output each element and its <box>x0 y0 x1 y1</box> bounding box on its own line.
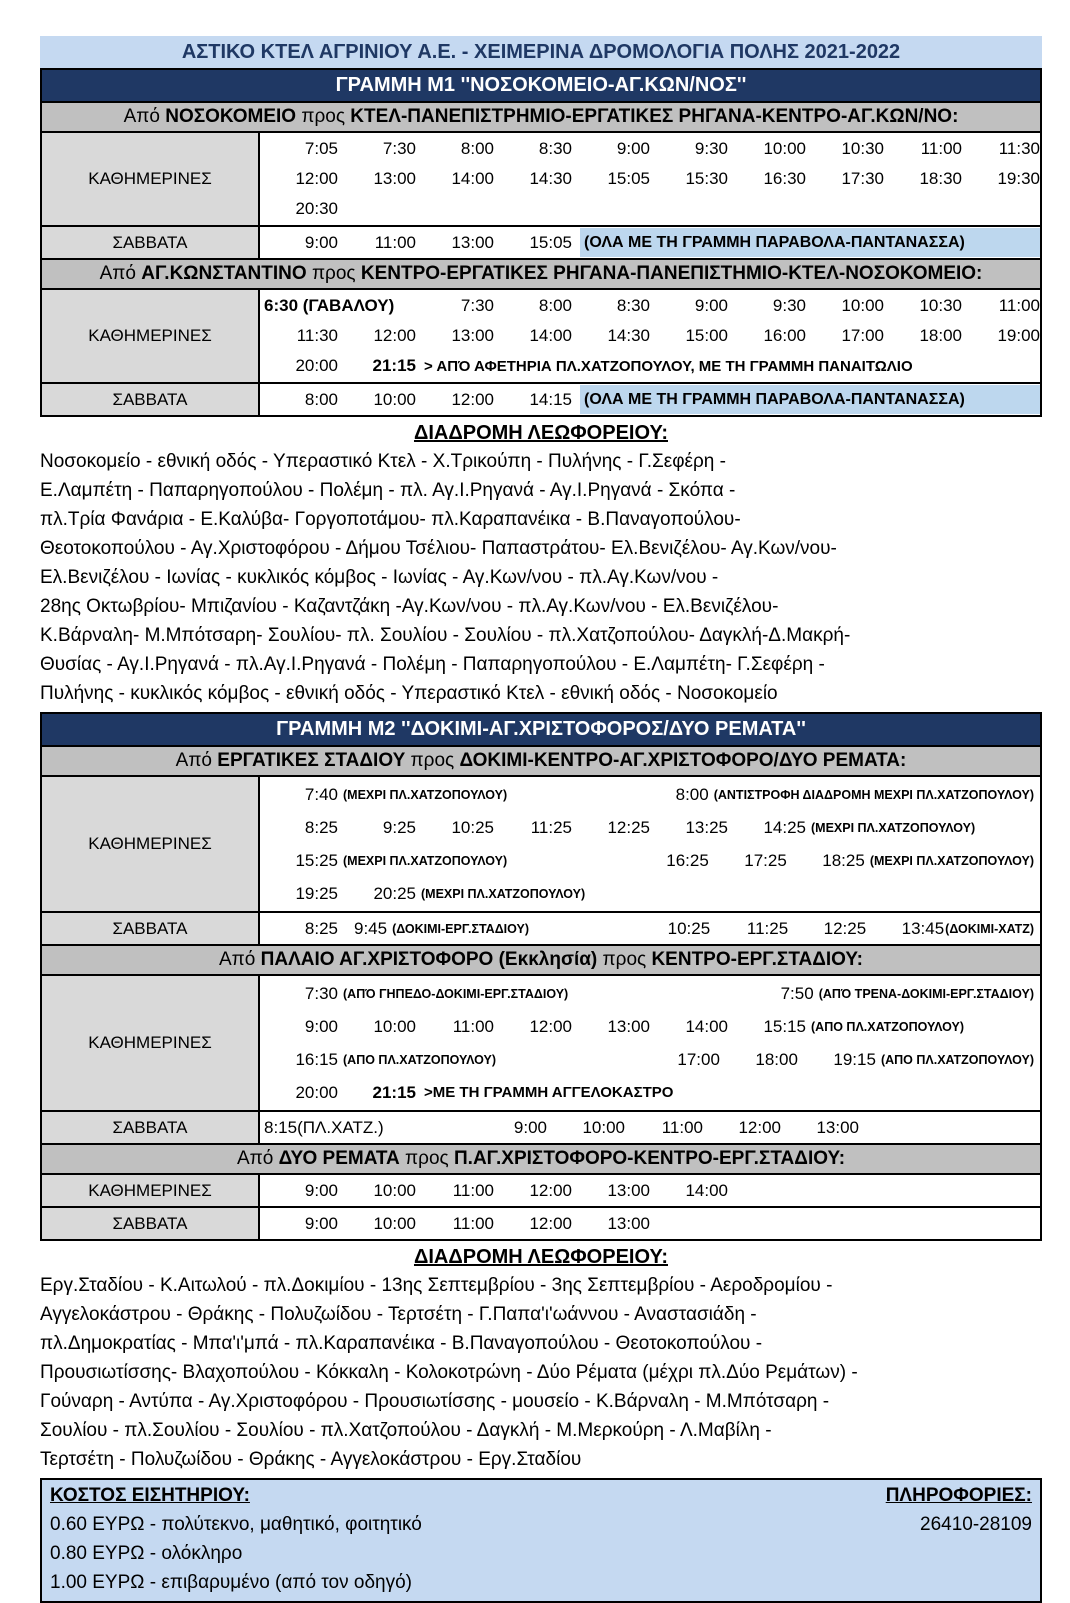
time-cell: 8:30 <box>538 139 572 158</box>
time-cell: 11:25 <box>746 918 789 938</box>
time-cell: 9:00 <box>513 1117 547 1137</box>
cost-item: 0.60 ΕΥΡΩ - πολύτεκνο, μαθητικό, φοιτητικό <box>50 1514 422 1535</box>
time-cell: 10:30 <box>841 139 884 158</box>
time-cell: 11:00 <box>452 1213 494 1233</box>
direction-header-text: Από <box>175 750 218 771</box>
time-cell: 15:25 <box>295 850 338 870</box>
route-line: Θυσίας - Αγ.Ι.Ρηγανά - πλ.Αγ.Ι.Ρηγανά - Πολέμη - Παπαρηγοπούλου - Ε.Λαμπέτη- Γ.Σεφέρη - <box>40 654 825 675</box>
line-table <box>40 712 1042 1241</box>
time-cell-bold: 21:15 <box>372 1082 416 1102</box>
time-cell: 12:00 <box>295 169 338 188</box>
day-label: ΣΑΒΒΑΤΑ <box>42 1208 260 1239</box>
time-note: (ΜΕΧΡΙ ΠΛ.ΧΑΤΖΟΠΟΥΛΟΥ) <box>869 853 1034 868</box>
time-cell: 12:00 <box>738 1117 781 1137</box>
times-area <box>260 1208 1040 1239</box>
schedule-row <box>42 227 1040 260</box>
time-cell: 11:00 <box>920 139 962 158</box>
times-area <box>260 1175 1040 1206</box>
direction-header-emphasis: ΝΟΣΟΚΟΜΕΙΟ <box>165 106 297 127</box>
time-cell: 17:25 <box>744 850 787 870</box>
direction-header <box>42 1145 1040 1175</box>
schedule-row <box>42 384 1040 415</box>
time-cell: 9:00 <box>304 1180 338 1200</box>
times-line <box>260 914 1040 943</box>
times-area <box>260 777 1040 911</box>
time-note: (ΔΟΚΙΜΙ-ΕΡΓ.ΣΤΑΔΙΟΥ) <box>392 921 530 936</box>
time-cell: 11:00 <box>661 1117 703 1137</box>
time-cell: 15:30 <box>685 169 728 188</box>
route-line: Πυλήνης - κυκλικός κόμβος - εθνική οδός - Υπεραστικό Κτελ - εθνική οδός - Νοσοκομείο <box>40 683 778 704</box>
times-area <box>260 976 1040 1110</box>
times-area <box>260 290 1046 382</box>
direction-header-text: Από <box>236 1148 279 1169</box>
direction-header-text: προς <box>296 106 351 127</box>
time-cell: 15:05 <box>607 169 650 188</box>
time-cell: 13:00 <box>816 1117 859 1137</box>
time-cell: 13:00 <box>373 169 416 188</box>
time-cell: 19:30 <box>997 169 1040 188</box>
time-cell-bold: 6:30 (ΓΑΒΑΛΟΥ) <box>264 296 395 315</box>
time-cell: 14:15 <box>529 389 572 409</box>
times-line <box>260 194 1046 224</box>
time-cell: 16:15 <box>295 1049 338 1069</box>
time-cell: 18:00 <box>755 1049 798 1069</box>
time-cell: 10:00 <box>373 1180 416 1200</box>
schedule-row <box>42 290 1040 384</box>
times-line <box>260 134 1046 164</box>
route-line: Αγγελοκάστρου - Θράκης - Πολυζωίδου - Τερτσέτη - Γ.Παπα'ι'ωάννου - Αναστασιάδη - <box>40 1304 757 1325</box>
time-note: (ΔΟΚΙΜΙ-ΧΑΤΖ) <box>945 921 1034 936</box>
info-title: ΠΛΗΡΟΦΟΡΙΕΣ: <box>885 1485 1032 1506</box>
direction-header-emphasis: ΚΕΝΤΡΟ-ΕΡΓ.ΣΤΑΔΙΟΥ: <box>651 949 864 970</box>
schedule-row <box>42 1112 1040 1145</box>
direction-header-emphasis: Π.ΑΓ.ΧΡΙΣΤΟΦΟΡΟ-ΚΕΝΤΡΟ-ΕΡΓ.ΣΤΑΔΙΟΥ: <box>453 1148 846 1169</box>
direction-header <box>42 946 1040 976</box>
time-cell: 12:00 <box>373 326 416 345</box>
schedule-row <box>42 1175 1040 1208</box>
time-cell: 9:25 <box>382 817 416 837</box>
day-label: ΚΑΘΗΜΕΡΙΝΕΣ <box>42 976 260 1110</box>
time-cell: 10:00 <box>373 1213 416 1233</box>
time-cell: 14:30 <box>607 326 650 345</box>
time-cell: 19:25 <box>295 883 338 903</box>
times-line <box>260 351 1046 381</box>
direction-header-emphasis: ΔΥΟ ΡΕΜΑΤΑ <box>278 1148 400 1169</box>
time-note: (ΜΕΧΡΙ ΠΛ.ΧΑΤΖΟΠΟΥΛΟΥ) <box>811 820 976 835</box>
time-note: (ΜΕΧΡΙ ΠΛ.ΧΑΤΖΟΠΟΥΛΟΥ) <box>421 886 586 901</box>
time-cell: 9:45 <box>354 918 388 938</box>
time-cell: 12:00 <box>529 1016 572 1036</box>
route-line: πλ.Δημοκρατίας - Μπα'ι'μπά - πλ.Καραπανέικα - Β.Παναγοπούλου - Θεοτοκοπούλου - <box>40 1333 763 1354</box>
times-line <box>260 1043 1040 1076</box>
route-line: Τερτσέτη - Πολυζωίδου - Θράκης - Αγγελοκάστρου - Εργ.Σταδίου <box>40 1449 582 1470</box>
time-cell: 13:25 <box>685 817 728 837</box>
time-cell: 9:00 <box>304 1016 338 1036</box>
time-cell: 12:00 <box>529 1180 572 1200</box>
route-line: Προυσιωτίσσης- Βλαχοπούλου - Κόκκαλη - Κολοκοτρώνη - Δύο Ρέματα (μέχρι πλ.Δύο Ρεμάτων) - <box>40 1362 858 1383</box>
time-cell: 11:25 <box>530 817 572 837</box>
time-cell: 11:00 <box>452 1180 494 1200</box>
time-cell: 14:30 <box>529 169 572 188</box>
time-cell: 14:00 <box>451 169 494 188</box>
time-note: >ΜΕ ΤΗ ΓΡΑΜΜΗ ΑΓΓΕΛΟΚΑΣΤΡΟ <box>424 1084 674 1101</box>
time-cell: 9:00 <box>304 1213 338 1233</box>
time-cell: 14:25 <box>763 817 806 837</box>
time-cell: 15:15 <box>763 1016 806 1036</box>
direction-header-text: προς <box>597 949 652 970</box>
lines-container <box>40 68 1042 1474</box>
time-cell: 9:30 <box>772 296 806 315</box>
times-line <box>260 1209 1040 1238</box>
times-line <box>260 1176 1040 1205</box>
cost-item: 1.00 ΕΥΡΩ - επιβαρυμένο (από τον οδηγό) <box>50 1572 412 1593</box>
highlight-note: (ΟΛΑ ΜΕ ΤΗ ΓΡΑΜΜΗ ΠΑΡΑΒΟΛΑ-ΠΑΝΤΑΝΑΣΣΑ) <box>580 228 1040 257</box>
time-cell: 14:00 <box>529 326 572 345</box>
time-cell: 18:30 <box>919 169 962 188</box>
time-cell: 7:30 <box>304 983 338 1003</box>
time-cell: 7:40 <box>304 784 338 804</box>
direction-header <box>42 103 1040 133</box>
time-note: (ΑΠΌ ΤΡΕΝΑ-ΔΟΚΙΜΙ-ΕΡΓ.ΣΤΑΔΙΟΥ) <box>818 986 1034 1001</box>
day-label: ΚΑΘΗΜΕΡΙΝΕΣ <box>42 133 260 225</box>
schedule-row <box>42 777 1040 913</box>
footer-cost-section <box>50 1481 886 1597</box>
time-cell: 13:00 <box>607 1213 650 1233</box>
time-note: (ΑΠΟ ΠΛ.ΧΑΤΖΟΠΟΥΛΟΥ) <box>343 1052 497 1067</box>
times-area <box>260 227 1040 258</box>
time-cell: 15:00 <box>685 326 728 345</box>
times-line <box>260 844 1040 877</box>
route-line: Κ.Βάρναλη- Μ.Μπότσαρη- Σουλίου- πλ. Σουλίου - Σουλίου - πλ.Χατζοπούλου- Δαγκλή-Δ.Μακρή- <box>40 625 851 646</box>
time-cell: 10:00 <box>373 1016 416 1036</box>
time-cell-bold: 21:15 <box>372 356 416 375</box>
times-line <box>260 385 1040 414</box>
time-cell: 8:00 <box>460 139 494 158</box>
footer-info-section <box>886 1481 1032 1597</box>
day-label: ΣΑΒΒΑΤΑ <box>42 913 260 944</box>
time-cell: 17:00 <box>841 326 884 345</box>
time-note: (ΑΠΟ ΠΛ.ΧΑΤΖΟΠΟΥΛΟΥ) <box>811 1019 965 1034</box>
time-cell: 16:30 <box>763 169 806 188</box>
time-note: (ΜΕΧΡΙ ΠΛ.ΧΑΤΖΟΠΟΥΛΟΥ) <box>343 787 508 802</box>
time-cell: 17:30 <box>841 169 884 188</box>
times-area <box>260 1112 1040 1143</box>
time-cell: 8:15(ΠΛ.ΧΑΤΖ.) <box>264 1117 384 1137</box>
route-description <box>40 447 1042 708</box>
route-line: Σουλίου - πλ.Σουλίου - Σουλίου - πλ.Χατζοπούλου - Δαγκλή - Μ.Μερκούρη - Λ.Μαβίλη - <box>40 1420 772 1441</box>
line-title-bar: ΓΡΑΜΜΗ Μ1 ''ΝΟΣΟΚΟΜΕΙΟ-ΑΓ.ΚΩΝ/ΝΟΣ'' <box>42 70 1040 103</box>
time-cell: 9:30 <box>694 139 728 158</box>
times-line <box>260 228 1040 257</box>
line-table <box>40 68 1042 417</box>
schedule-row <box>42 913 1040 946</box>
time-cell: 12:00 <box>529 1213 572 1233</box>
times-area <box>260 384 1040 415</box>
times-line <box>260 977 1040 1010</box>
direction-header-emphasis: ΑΓ.ΚΩΝΣΤΑΝΤΙΝΟ <box>141 263 307 284</box>
direction-header-emphasis: ΠΑΛΑΙΟ ΑΓ.ΧΡΙΣΤΟΦΟΡΟ (Εκκλησία) <box>260 949 598 970</box>
time-cell: 14:00 <box>685 1016 728 1036</box>
time-note: (ΑΠΌ ΓΗΠΕΔΟ-ΔΟΚΙΜΙ-ΕΡΓ.ΣΤΑΔΙΟΥ) <box>343 986 569 1001</box>
times-line <box>260 1010 1040 1043</box>
schedule-row <box>42 976 1040 1112</box>
page-title: ΑΣΤΙΚΟ ΚΤΕΛ ΑΓΡΙΝΙΟΥ Α.Ε. - ΧΕΙΜΕΡΙΝΑ ΔΡΟΜΟΛΟΓΙΑ ΠΟΛΗΣ 2021-2022 <box>40 36 1042 68</box>
times-area <box>260 133 1046 225</box>
time-cell: 8:25 <box>304 918 338 938</box>
day-label: ΣΑΒΒΑΤΑ <box>42 384 260 415</box>
time-cell: 19:15 <box>833 1049 876 1069</box>
line-title-bar: ΓΡΑΜΜΗ Μ2 ''ΔΟΚΙΜΙ-ΑΓ.ΧΡΙΣΤΟΦΟΡΟΣ/ΔΥΟ ΡΕΜΑΤΑ'' <box>42 714 1040 747</box>
day-label: ΚΑΘΗΜΕΡΙΝΕΣ <box>42 777 260 911</box>
time-cell: 7:50 <box>780 983 814 1003</box>
time-cell: 13:00 <box>451 326 494 345</box>
day-label: ΚΑΘΗΜΕΡΙΝΕΣ <box>42 1175 260 1206</box>
time-cell: 8:00 <box>538 296 572 315</box>
schedule-row <box>42 133 1040 227</box>
time-cell: 11:00 <box>452 1016 494 1036</box>
times-line <box>260 1113 1040 1142</box>
times-area <box>260 913 1040 944</box>
time-cell: 15:05 <box>529 232 572 252</box>
time-cell: 11:30 <box>998 139 1040 158</box>
time-cell: 10:00 <box>582 1117 625 1137</box>
time-cell: 13:00 <box>607 1180 650 1200</box>
time-note: > ΑΠΌ ΑΦΕΤΗΡΙΑ ΠΛ.ΧΑΤΖΟΠΟΥΛΟΥ, ΜΕ ΤΗ ΓΡΑΜΜΗ ΠΑΝΑΙΤΩΛΙΟ <box>424 357 913 375</box>
direction-header-text: προς <box>399 1148 454 1169</box>
time-cell: 11:30 <box>296 326 338 345</box>
route-line: Γούναρη - Αντύπα - Αγ.Χριστοφόρου - Προυσιωτίσσης - μουσείο - Κ.Βάρναλη - Μ.Μπότσαρη - <box>40 1391 830 1412</box>
route-line: Νοσοκομείο - εθνική οδός - Υπεραστικό Κτελ - Χ.Τρικούπη - Πυλήνης - Γ.Σεφέρη - <box>40 451 726 472</box>
time-cell: 13:00 <box>607 1016 650 1036</box>
cost-title: ΚΟΣΤΟΣ ΕΙΣΗΤΗΡΙΟΥ: <box>50 1485 250 1506</box>
time-cell: 10:00 <box>841 296 884 315</box>
direction-header-emphasis: ΕΡΓΑΤΙΚΕΣ ΣΤΑΔΙΟΥ <box>217 750 406 771</box>
time-cell: 16:00 <box>763 326 806 345</box>
times-line <box>260 778 1040 811</box>
time-cell: 18:25 <box>822 850 865 870</box>
route-title: ΔΙΑΔΡΟΜΗ ΛΕΩΦΟΡΕΙΟΥ: <box>413 1246 668 1268</box>
direction-header-emphasis: ΚΕΝΤΡΟ-ΕΡΓΑΤΙΚΕΣ ΡΗΓΑΝΑ-ΠΑΝΕΠΙΣΤΗΜΙΟ-ΚΤΕΛ-ΝΟΣΟΚΟΜΕΙΟ: <box>360 263 983 284</box>
route-description <box>40 1271 1042 1474</box>
day-label: ΣΑΒΒΑΤΑ <box>42 227 260 258</box>
times-line <box>260 291 1046 321</box>
times-line <box>260 877 1040 910</box>
time-cell: 12:00 <box>451 389 494 409</box>
info-phone: 26410-28109 <box>920 1514 1032 1535</box>
time-cell: 8:00 <box>304 389 338 409</box>
route-line: Εργ.Σταδίου - Κ.Αιτωλού - πλ.Δοκιμίου - 13ης Σεπτεμβρίου - 3ης Σεπτεμβρίου - Αεροδρομίου - <box>40 1275 833 1296</box>
direction-header-text: Από <box>99 263 142 284</box>
time-cell: 20:25 <box>373 883 416 903</box>
direction-header-text: προς <box>405 750 460 771</box>
time-note: (ΜΕΧΡΙ ΠΛ.ΧΑΤΖΟΠΟΥΛΟΥ) <box>343 853 508 868</box>
time-cell: 7:05 <box>304 139 338 158</box>
route-title: ΔΙΑΔΡΟΜΗ ΛΕΩΦΟΡΕΙΟΥ: <box>413 422 668 444</box>
time-cell: 10:25 <box>451 817 494 837</box>
time-cell: 10:25 <box>667 918 711 938</box>
route-line: Ε.Λαμπέτη - Παπαρηγοπούλου - Πολέμη - πλ. Αγ.Ι.Ρηγανά - Αγ.Ι.Ρηγανά - Σκόπα - <box>40 480 736 501</box>
times-line <box>260 1076 1040 1109</box>
direction-header-text: Από <box>218 949 261 970</box>
time-cell: 7:30 <box>460 296 494 315</box>
direction-header-text: Από <box>123 106 166 127</box>
time-cell: 18:00 <box>919 326 962 345</box>
direction-header <box>42 260 1040 290</box>
route-line: Θεοτοκοπούλου - Αγ.Χριστοφόρου - Δήμου Τσέλιου- Παπαστράτου- Ελ.Βενιζέλου- Αγ.Κων/νου- <box>40 538 837 559</box>
time-cell: 11:00 <box>998 296 1040 315</box>
time-cell: 17:00 <box>677 1049 720 1069</box>
direction-header-emphasis: ΔΟΚΙΜΙ-ΚΕΝΤΡΟ-ΑΓ.ΧΡΙΣΤΟΦΟΡΟ/ΔΥΟ ΡΕΜΑΤΑ: <box>459 750 907 771</box>
time-note: (ΑΠΟ ΠΛ.ΧΑΤΖΟΠΟΥΛΟΥ) <box>880 1052 1034 1067</box>
time-cell: 10:30 <box>919 296 962 315</box>
time-cell: 8:30 <box>616 296 650 315</box>
time-cell: 8:00 <box>675 784 709 804</box>
time-cell: 20:30 <box>295 199 338 218</box>
times-line <box>260 811 1040 844</box>
direction-header-emphasis: ΚΤΕΛ-ΠΑΝΕΠΙΣΤΡΗΜΙΟ-ΕΡΓΑΤΙΚΕΣ ΡΗΓΑΝΑ-ΚΕΝΤΡΟ-ΑΓ.ΚΩΝ/ΝΟ: <box>350 106 959 127</box>
time-cell: 7:30 <box>382 139 416 158</box>
time-cell: 20:00 <box>295 1082 338 1102</box>
day-label: ΚΑΘΗΜΕΡΙΝΕΣ <box>42 290 260 382</box>
cost-item: 0.80 ΕΥΡΩ - ολόκληρο <box>50 1543 243 1564</box>
time-cell: 9:00 <box>616 139 650 158</box>
direction-header <box>42 747 1040 777</box>
time-cell: 9:00 <box>694 296 728 315</box>
route-line: 28ης Οκτωβρίου- Μπιζανίου - Καζαντζάκη -Αγ.Κων/νου - πλ.Αγ.Κων/νου - Ελ.Βενιζέλου- <box>40 596 779 617</box>
direction-header-text: προς <box>306 263 361 284</box>
day-label: ΣΑΒΒΑΤΑ <box>42 1112 260 1143</box>
time-cell: 13:45 <box>901 918 945 938</box>
footer <box>40 1478 1042 1603</box>
highlight-note: (ΟΛΑ ΜΕ ΤΗ ΓΡΑΜΜΗ ΠΑΡΑΒΟΛΑ-ΠΑΝΤΑΝΑΣΣΑ) <box>580 385 1040 414</box>
time-cell: 9:00 <box>304 232 338 252</box>
time-cell: 20:00 <box>295 356 338 375</box>
time-note: (ΑΝΤΙΣΤΡΟΦΗ ΔΙΑΔΡΟΜΗ ΜΕΧΡΙ ΠΛ.ΧΑΤΖΟΠΟΥΛΟΥ) <box>713 787 1034 802</box>
route-line: πλ.Τρία Φανάρια - Ε.Καλύβα- Γοργοποτάμου- πλ.Καραπανέικα - Β.Παναγοπούλου- <box>40 509 741 530</box>
time-cell: 10:00 <box>763 139 806 158</box>
times-line <box>260 164 1046 194</box>
times-line <box>260 321 1046 351</box>
time-cell: 16:25 <box>666 850 709 870</box>
route-line: Ελ.Βενιζέλου - Ιωνίας - κυκλικός κόμβος - Ιωνίας - Αγ.Κων/νου - πλ.Αγ.Κων/νου - <box>40 567 719 588</box>
time-cell: 11:00 <box>374 232 416 252</box>
time-cell: 8:25 <box>304 817 338 837</box>
time-cell: 13:00 <box>451 232 494 252</box>
time-cell: 12:25 <box>823 918 867 938</box>
time-cell: 12:25 <box>607 817 650 837</box>
time-cell: 10:00 <box>373 389 416 409</box>
time-cell: 19:00 <box>997 326 1040 345</box>
time-cell: 14:00 <box>685 1180 728 1200</box>
schedule-row <box>42 1208 1040 1239</box>
